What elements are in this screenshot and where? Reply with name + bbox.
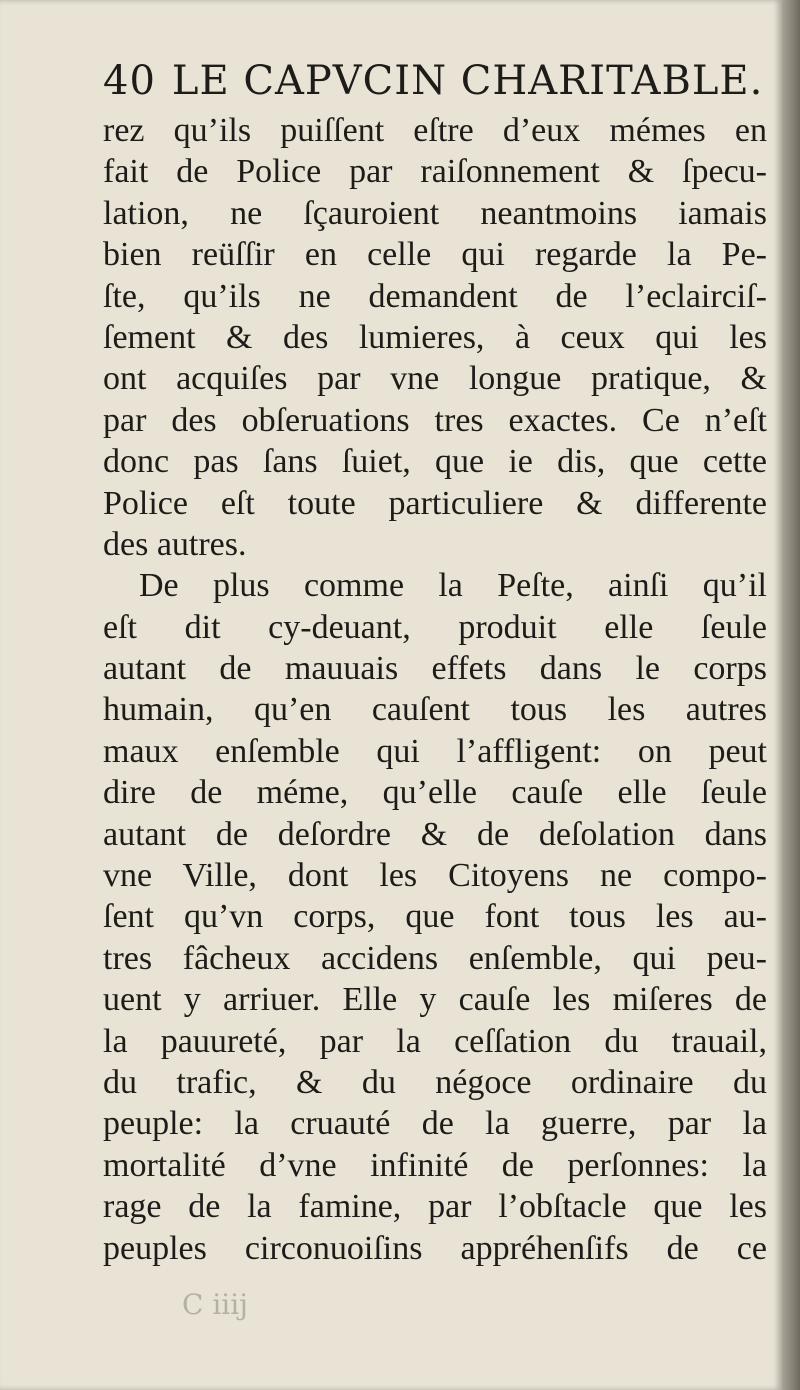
text-line: par des obſeruations tres exactes. Ce n’eſt — [103, 401, 767, 439]
text-line: ſent qu’vn corps, que font tous les au- — [103, 898, 767, 936]
text-line: mortalité d’vne infinité de perſonnes: la — [103, 1146, 767, 1184]
running-title: LE CAPVCIN CHARITABLE. — [171, 58, 764, 104]
text-line: Police eſt toute particuliere & differente — [103, 484, 767, 522]
text-line: autant de mauuais effets dans le corps — [103, 650, 767, 688]
text-line: donc pas ſans ſuiet, que ie dis, que cette — [103, 443, 767, 481]
signature-mark: C iiij — [182, 1288, 248, 1321]
paragraph-2 — [103, 565, 767, 1269]
text-line: peuple: la cruauté de la guerre, par la — [103, 1105, 767, 1143]
page-header — [103, 58, 763, 104]
text-line: eſt dit cy-deuant, produit elle ſeule — [103, 608, 767, 646]
text-line: ſte, qu’ils ne demandent de l’eclairciſ- — [103, 277, 767, 315]
paragraph-1 — [103, 110, 767, 565]
book-gutter — [782, 0, 800, 1390]
text-line: rez qu’ils puiſſent eſtre d’eux mémes en — [103, 112, 767, 149]
text-line: vne Ville, dont les Citoyens ne compo- — [103, 857, 767, 895]
text-line: tres fâcheux accidens enſemble, qui peu- — [103, 939, 767, 977]
text-line: maux enſemble qui l’affligent: on peut — [103, 732, 767, 770]
text-line: uent y arriuer. Elle y cauſe les miſeres de — [103, 981, 767, 1019]
text-line: dire de méme, qu’elle cauſe elle ſeule — [103, 774, 767, 812]
text-line: fait de Police par raiſonnement & ſpecu- — [103, 153, 767, 191]
text-line: De plus comme la Peſte, ainſi qu’il — [139, 567, 767, 605]
text-line: humain, qu’en cauſent tous les autres — [103, 691, 767, 729]
text-line: la pauureté, par la ceſſation du trauail, — [103, 1022, 767, 1060]
page-number: 40 — [103, 58, 156, 104]
text-line: peuples circonuoiſins appréhenſifs de ce — [103, 1229, 767, 1267]
text-line: bien reüſſir en celle qui regarde la Pe- — [103, 236, 767, 274]
text-line: lation, ne ſçauroient neantmoins iamais — [103, 194, 767, 232]
text-line: ſement & des lumieres, à ceux qui les — [103, 318, 767, 356]
text-line: du trafic, & du négoce ordinaire du — [103, 1063, 767, 1101]
text-line: des autres. — [103, 525, 247, 563]
text-line: ont acquiſes par vne longue pratique, & — [103, 360, 767, 398]
text-line: rage de la famine, par l’obſtacle que les — [103, 1188, 767, 1226]
body-text — [103, 110, 767, 1269]
text-line: autant de deſordre & de deſolation dans — [103, 815, 767, 853]
